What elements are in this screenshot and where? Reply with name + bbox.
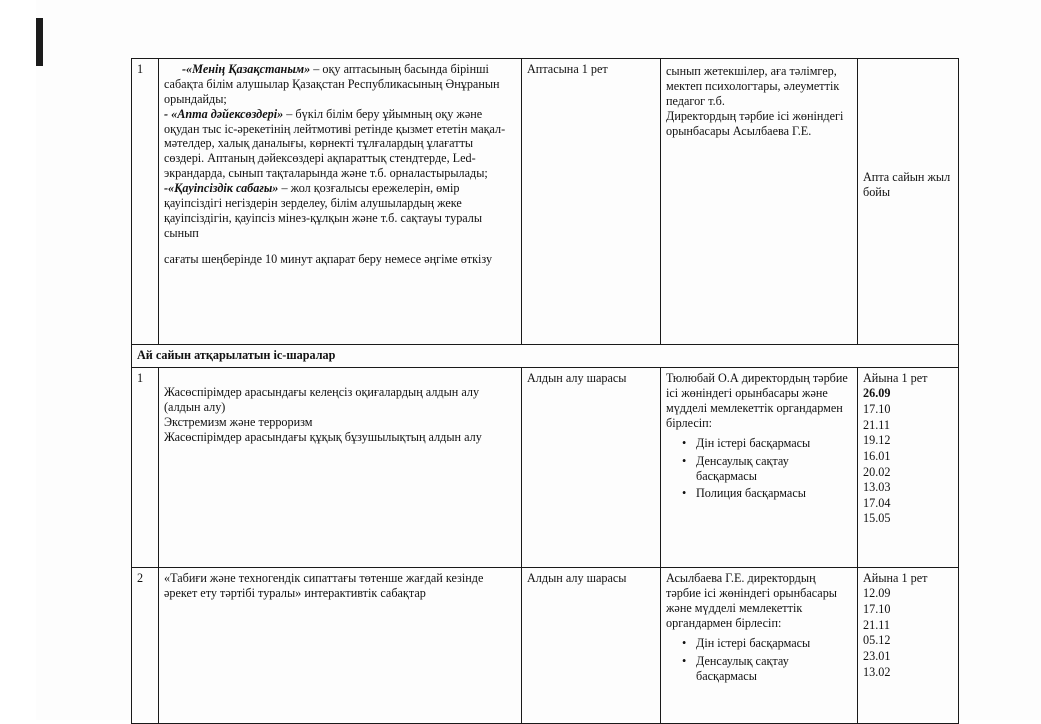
period-date: 16.01 [863, 448, 891, 463]
period-title: Айына 1 рет [863, 370, 928, 385]
list-item: • Дін істері басқармасы [696, 636, 852, 651]
table-row [132, 59, 959, 345]
period-date: 05.12 [863, 633, 891, 648]
scan-margin [0, 0, 36, 720]
desc-term-2: - «Апта дәйексөздері» [164, 106, 284, 121]
desc-text-2: – бүкіл білім беру ұйымның оқу және оқудан тыс іс-әрекетінің лейтмотиві ретінде қызмет ететін мақал-мәтелдер, халық даналығы, көрнекті тұлғалардың ұлағатты сөздері. Аптаның дәйексөздері ақпараттық стендтерде, Led-экрандарда, сынып тақталарында және т.б. орналастырылады; [164, 106, 506, 181]
row-responsible [661, 567, 858, 723]
row-description [159, 367, 522, 567]
period-date: 26.09 [863, 386, 891, 401]
row-frequency: Аптасына 1 рет [522, 59, 661, 345]
desc-line: Экстремизм және терроризм [164, 414, 313, 429]
row-number: 1 [132, 59, 159, 345]
row-responsible [661, 59, 858, 345]
row-period [858, 567, 959, 723]
desc-paragraph-1 [164, 62, 516, 107]
row-description [159, 59, 522, 345]
responsible-bullet-list [666, 436, 852, 501]
period-date: 15.05 [863, 511, 891, 526]
row-description [159, 567, 522, 723]
scan-edge-artifact [36, 18, 43, 66]
period-dates [863, 371, 953, 527]
period-date: 21.11 [863, 417, 890, 432]
table-row [132, 367, 959, 567]
row-period [858, 59, 959, 345]
period-title: Айына 1 рет [863, 570, 928, 585]
period-date: 17.10 [863, 602, 891, 617]
section-title: Ай сайын атқарылатын іс-шаралар [132, 345, 959, 368]
period-date: 17.04 [863, 495, 891, 510]
period-date: 19.12 [863, 433, 891, 448]
desc-paragraph-2 [164, 107, 516, 181]
plan-table [131, 58, 959, 724]
responsible-group-2: Директордың тәрбие ісі жөніндегі орынбасары Асылбаева Г.Е. [666, 108, 844, 138]
desc-line: «Табиғи және техногендік сипаттағы төтенше жағдай кезінде әрекет ету тәртібі туралы» интерактивтік сабақтар [164, 570, 484, 600]
period-date: 23.01 [863, 648, 891, 663]
row-number: 1 [132, 367, 159, 567]
desc-line: Жасөспірімдер арасындағы келеңсіз оқиғалардың алдын алу (алдын алу) [164, 384, 480, 414]
desc-line: Жасөспірімдер арасындағы құқық бұзушылықтың алдын алу [164, 429, 482, 444]
desc-text-3: – жол қозғалысы ережелерін, өмір қауіпсіздігі негіздерін зерделеу, білім алушылардың жеке қауіпсіздігін, қауіпсіз мінез-құлқын және т.б. сақтауы туралы сынып [164, 181, 483, 240]
responsible-intro: Тюлюбай О.А директордың тәрбие ісі жөніндегі орынбасары және мүдделі мемлекеттік органдармен бірлесіп: [666, 370, 848, 430]
row-number: 2 [132, 567, 159, 723]
desc-term-3: -«Қауіпсіздік сабағы» [164, 181, 279, 195]
section-header-row [132, 345, 959, 368]
responsible-bullet-list [666, 636, 852, 683]
row-responsible [661, 367, 858, 567]
desc-paragraph-4: сағаты шеңберінде 10 минут ақпарат беру немесе әңгіме өткізу [164, 251, 493, 266]
list-item: • Денсаулық сақтау басқармасы [696, 654, 852, 683]
list-item: • Денсаулық сақтау басқармасы [696, 454, 852, 483]
period-date: 13.02 [863, 664, 891, 679]
desc-text-1: – оқу аптасының басында бірінші сабақта білім алушылар Қазақстан Республикасының Әнұранын орындайды; [164, 62, 500, 106]
table-row [132, 567, 959, 723]
row-frequency: Алдын алу шарасы [522, 567, 661, 723]
responsible-group-1: сынып жетекшілер, аға тәлімгер, мектеп психологтары, әлеуметтік педагог т.б. [666, 64, 840, 108]
desc-paragraph-3 [164, 181, 516, 241]
period-date: 17.10 [863, 402, 891, 417]
desc-term-1: -«Менің Қазақстаным» [182, 62, 311, 76]
list-item: • Дін істері басқармасы [696, 436, 852, 451]
period-text: Апта сайын жыл бойы [863, 170, 951, 199]
period-date: 20.02 [863, 464, 891, 479]
list-item: • Полиция басқармасы [696, 486, 852, 501]
period-date: 21.11 [863, 617, 890, 632]
period-date: 13.03 [863, 480, 891, 495]
responsible-intro: Асылбаева Г.Е. директордың тәрбие ісі жөніндегі орынбасары және мүдделі мемлекеттік органдармен бірлесіп: [666, 570, 837, 630]
row-period [858, 367, 959, 567]
paragraph-spacer [164, 241, 516, 252]
period-dates [863, 571, 953, 680]
period-date: 12.09 [863, 586, 891, 601]
row-frequency: Алдын алу шарасы [522, 367, 661, 567]
